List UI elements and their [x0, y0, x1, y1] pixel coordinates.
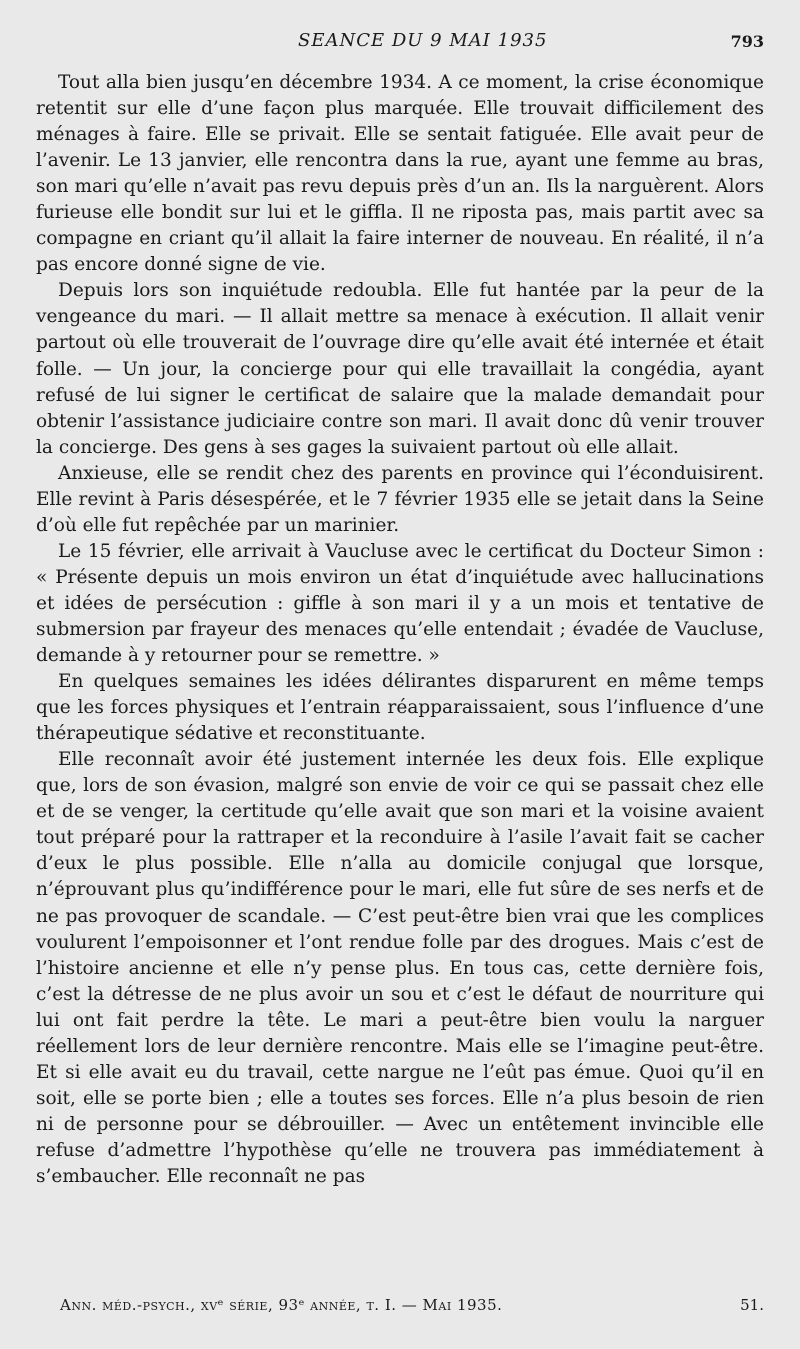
- journal-reference: Ann. méd.-psych., xvᵉ série, 93ᵉ année, t. I. — Mai 1935.: [60, 1296, 503, 1314]
- running-title: SEANCE DU 9 MAI 1935: [298, 30, 548, 51]
- sheet-number: 51.: [740, 1296, 764, 1314]
- paragraph-1: Tout alla bien jusqu’en décembre 1934. A ce moment, la crise économique retentit sur elle d’une façon plus marquée. Elle trouvait difficilement des ménages à faire. Elle se privait. Elle se sentait fatiguée. Elle avait peur de l’avenir. Le 13 janvier, elle rencontra dans la rue, ayant une femme au bras, son mari qu’elle n’avait pas revu depuis près d’un an. Ils la narguèrent. Alors furieuse elle bondit sur lui et le giffla. Il ne riposta pas, mais partit avec sa compagne en criant qu’il allait la faire interner de nouveau. En réalité, il n’a pas encore donné signe de vie.: [36, 72, 764, 276]
- page-header: [36, 30, 764, 56]
- page-footer: [60, 1296, 764, 1320]
- page-number: 793: [730, 32, 764, 51]
- paragraph-5: En quelques semaines les idées délirantes disparurent en même temps que les forces physiques et l’entrain réapparaissaient, sous l’influence d’une thérapeutique sédative et reconstituante.: [36, 671, 764, 745]
- paragraph-4: Le 15 février, elle arrivait à Vaucluse avec le certificat du Docteur Simon : « Présente depuis un mois environ un état d’inquiétude avec hallucinations et idées de persécution : giffle à son mari il y a un mois et tentative de submersion par frayeur des menaces qu’elle entendait ; évadée de Vaucluse, demande à y retourner pour se remettre. »: [36, 540, 764, 667]
- paragraph-2: Depuis lors son inquiétude redoubla. Elle fut hantée par la peur de la vengeance du mari. — Il allait mettre sa menace à exécution. Il allait venir partout où elle trouverait de l’ouvrage dire qu’elle avait été internée et était folle. — Un jour, la concierge pour qui elle travaillait la congédia, ayant refusé de lui signer le certificat de salaire que la malade demandait pour obtenir l’assistance judiciaire contre son mari. Il avait donc dû venir trouver la concierge. Des gens à ses gages la suivaient partout où elle allait.: [36, 280, 764, 458]
- body-text: [36, 70, 764, 1190]
- paragraph-3: Anxieuse, elle se rendit chez des parents en province qui l’éconduisirent. Elle revint à Paris désespérée, et le 7 février 1935 elle se jetait dans la Seine d’où elle fut repêchée par un marinier.: [36, 462, 764, 536]
- paragraph-6: Elle reconnaît avoir été justement internée les deux fois. Elle explique que, lors de son évasion, malgré son envie de voir ce qui se passait chez elle et de se venger, la certitude qu’elle avait que son mari et la voisine avaient tout préparé pour la rattraper et la reconduire à l’asile l’avait fait se cacher d’eux le plus possible. Elle n’alla au domicile conjugal que lorsque, n’éprouvant plus qu’indifférence pour le mari, elle fut sûre de ses nerfs et de ne pas provoquer de scandale. — C’est peut-être bien vrai que les complices voulurent l’empoisonner et l’ont rendue folle par des drogues. Mais c’est de l’histoire ancienne et elle n’y pense plus. En tous cas, cette dernière fois, c’est la détresse de ne plus avoir un sou et c’est le défaut de nourriture qui lui ont fait perdre la tête. Le mari a peut-être bien voulu la narguer réellement lors de leur dernière rencontre. Mais elle se l’imagine peut-être. Et si elle avait eu du travail, cette nargue ne l’eût pas émue. Quoi qu’il en soit, elle se porte bien ; elle a toutes ses forces. Elle n’a plus besoin de rien ni de personne pour se débrouiller. — Avec un entêtement invincible elle refuse d’admettre l’hypothèse qu’elle ne trouvera pas immédiatement à s’embaucher. Elle reconnaît ne pas: [36, 749, 764, 1187]
